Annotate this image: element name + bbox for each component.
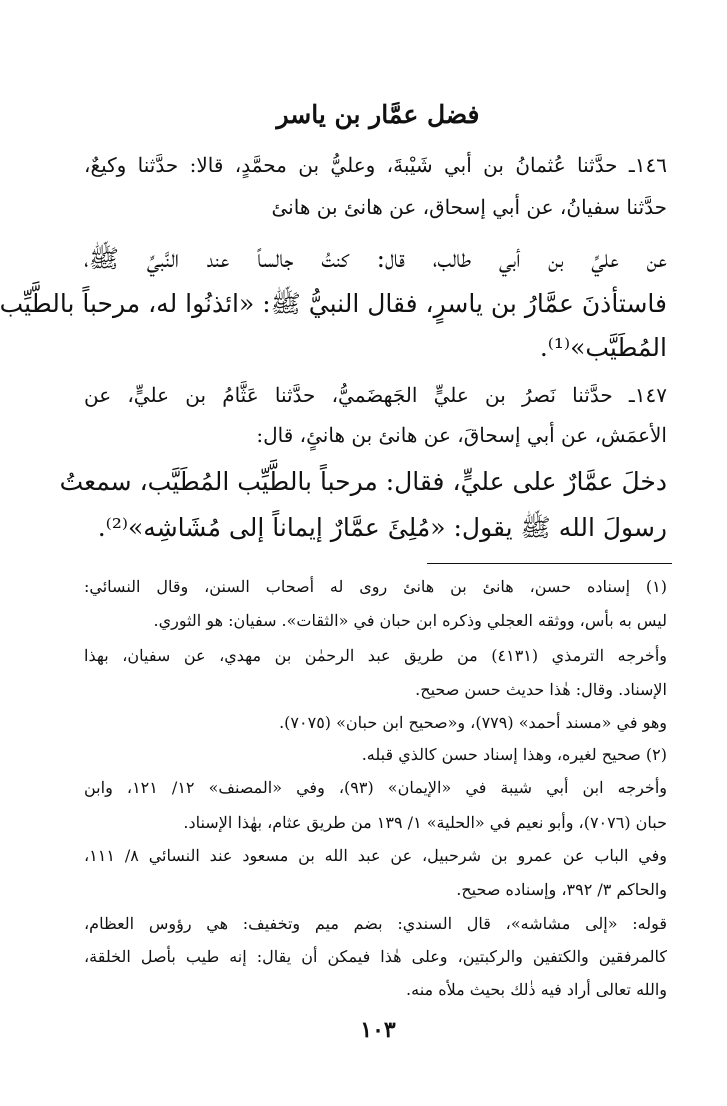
footnote-line: والحاكم ٣/ ٣٩٢، وإسناده صحيح. [456,880,667,899]
footnote-line: وأخرجه ابن أبي شيبة في «الإيمان» (٩٣)، وفي «المصنف» ١٢/ ١٢١، وابن [84,778,667,797]
footnote-line: والله تعالى أراد فيه ذٰلك بحيث ملأه منه. [406,980,667,999]
footnote-line: الإسناد. وقال: هٰذا حديث حسن صحيح. [415,680,667,699]
page-number: ١٠٣ [360,1017,396,1043]
footnote-line: وأخرجه الترمذي (٤١٣١) من طريق عبد الرحمٰن بن مهدي، عن سفيان، بهذا [84,646,667,665]
hadith-146-matn-line-1: عن عليِّ بن أبي طالب، قال: كنتُ جالساً عند النَّبيِّ ﷺ، [84,244,667,273]
hadith-147-matn-line-2: رسولَ الله ﷺ يقول: «مُلِئَ عمَّارٌ إيماناً إلى مُشَاشِه»⁽²⁾. [97,513,667,542]
footnote-line: وفي الباب عن عمرو بن شرحبيل، عن عبد الله بن مسعود عند النسائي ٨/ ١١١، [84,846,668,865]
footnote-line: (٢) صحيح لغيره، وهذا إسناد حسن كالذي قبله. [361,745,667,764]
footnote-line: ليس به بأس، ووثقه العجلي وذكره ابن حبان في «الثقات». سفيان: هو الثوري. [153,611,667,630]
footnote-line: (١) إسناده حسن، هانئ بن هانئ روى له أصحاب السنن، وقال النسائي: [84,577,667,596]
footnote-separator [427,563,672,564]
hadith-146-matn-line-2: فاستأذنَ عمَّارُ بن ياسرٍ، فقال النبيُّ ﷺ: «ائذنُوا له، مرحباً بالطَّيِّب [0,289,667,318]
hadith-146-chain-line-1: ١٤٦ـ حدَّثنا عُثمانُ بن أبي شَيْبةَ، وعليُّ بن محمَّدٍ، قالا: حدَّثنا وكيعٌ، [84,153,667,177]
footnote-line: حبان (٧٠٧٦)، وأبو نعيم في «الحلية» ١/ ١٣٩ من طريق عثام، بهٰذا الإسناد. [183,813,667,832]
chapter-title: فضل عمَّار بن ياسر [276,100,480,129]
hadith-146-chain-line-2: حدَّثنا سفيانُ، عن أبي إسحاق، عن هانئ بن هانئ [271,195,667,219]
footnote-line: قوله: «إلى مشاشه»، قال السندي: بضم ميم وتخفيف: هي رؤوس العظام، [84,914,667,933]
hadith-146-matn-line-3: المُطَيَّب»⁽¹⁾. [539,333,667,362]
footnote-line: كالمرفقين والكتفين والركبتين، وعلى هٰذا فيمكن أن يقال: إنه طيب بأصل الخلقة، [84,947,667,966]
footnote-line: وهو في «مسند أحمد» (٧٧٩)، و«صحيح ابن حبان» (٧٠٧٥). [279,713,667,732]
hadith-147-chain-line-1: ١٤٧ـ حدَّثنا نَصرُ بن عليٍّ الجَهضَميُّ، حدَّثنا عَثَّامُ بن عليٍّ، عن [84,383,667,407]
hadith-147-chain-line-2: الأعمَش، عن أبي إسحاقَ، عن هانئ بن هانئٍ، قال: [256,423,667,447]
hadith-147-matn-line-1: دخلَ عمَّارٌ على عليٍّ، فقال: مرحباً بالطَّيِّب المُطَيَّب، سمعتُ [59,467,667,496]
